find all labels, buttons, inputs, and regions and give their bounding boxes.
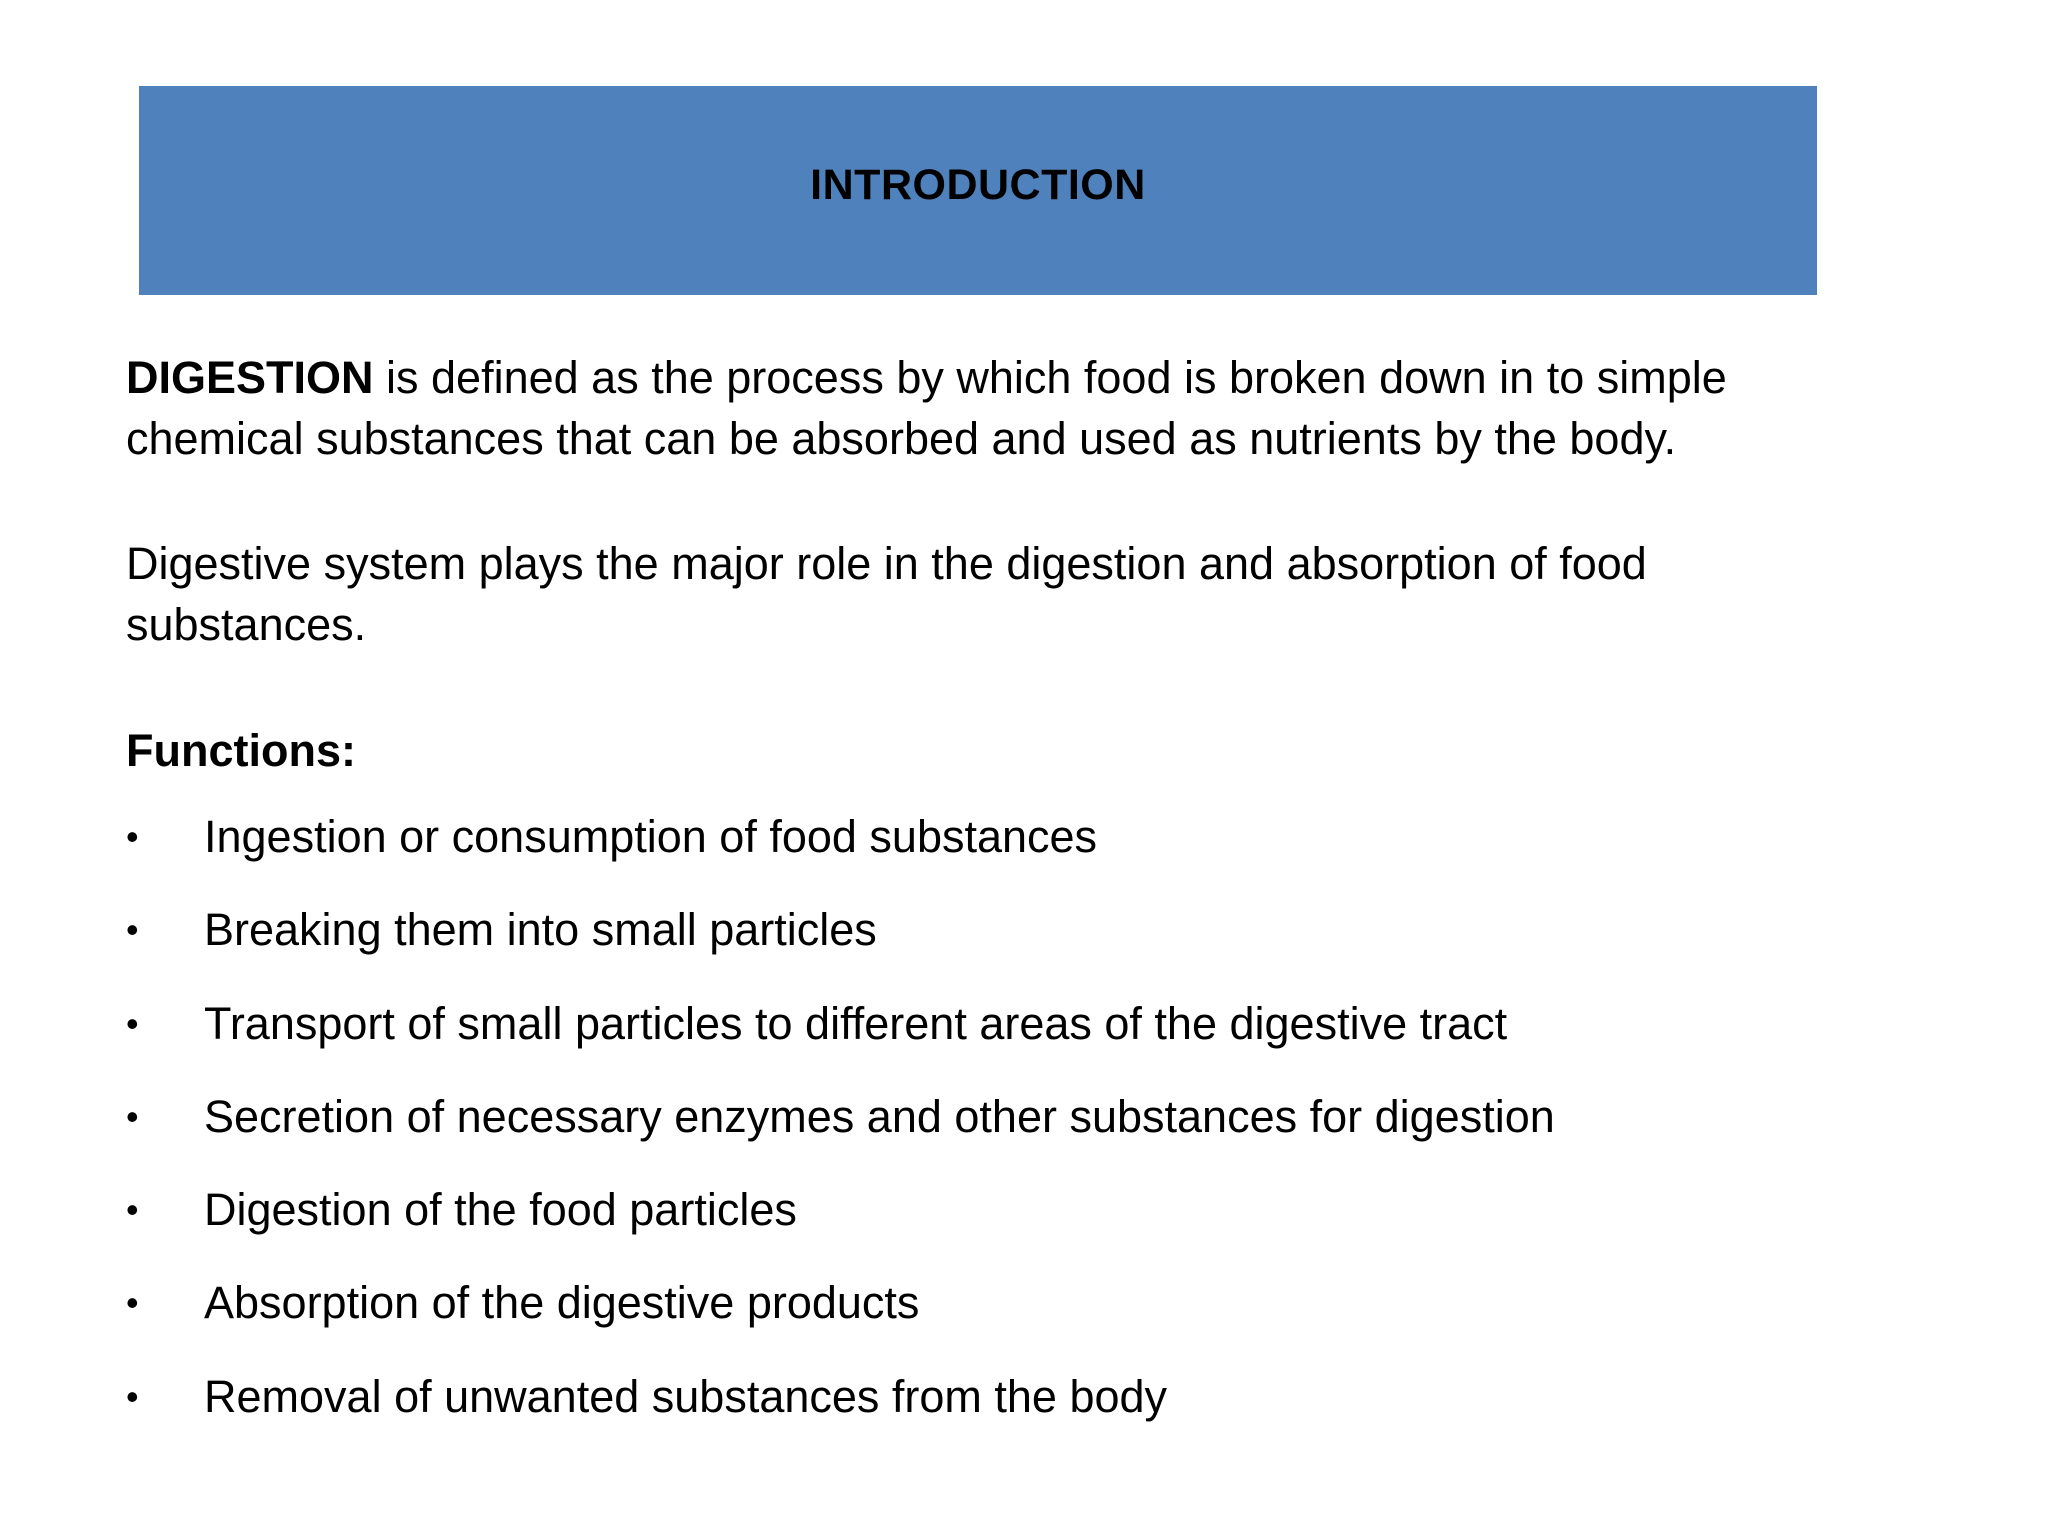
function-text: Removal of unwanted substances from the body bbox=[204, 1370, 1168, 1422]
bullet-icon: • bbox=[126, 909, 139, 951]
bullet-icon: • bbox=[126, 1282, 139, 1324]
definition-text-1: is defined as the process by which food is broken down in to simple bbox=[373, 352, 1727, 403]
definition-paragraph bbox=[126, 347, 1906, 469]
function-text: Breaking them into small particles bbox=[204, 904, 877, 956]
digestive-system-paragraph bbox=[126, 533, 1906, 655]
functions-heading: Functions: bbox=[126, 725, 356, 776]
definition-line-1 bbox=[126, 347, 1906, 408]
definition-line-2: chemical substances that can be absorbed and used as nutrients by the body. bbox=[126, 413, 1677, 464]
title-banner bbox=[139, 86, 1817, 295]
function-text: Absorption of the digestive products bbox=[204, 1277, 920, 1329]
paragraph-2-line-1: Digestive system plays the major role in the digestion and absorption of food bbox=[126, 538, 1647, 589]
slide-title: INTRODUCTION bbox=[810, 161, 1146, 209]
bullet-icon: • bbox=[126, 816, 139, 857]
paragraph-2-line-2: substances. bbox=[126, 599, 367, 650]
bullet-icon: • bbox=[126, 1002, 139, 1044]
function-text: Transport of small particles to different areas of the digestive tract bbox=[204, 997, 1508, 1049]
function-text: Digestion of the food particles bbox=[204, 1184, 797, 1236]
definition-term: DIGESTION bbox=[126, 352, 374, 403]
bullet-icon: • bbox=[126, 1189, 139, 1231]
bullet-icon: • bbox=[126, 1095, 139, 1137]
function-text: Ingestion or consumption of food substances bbox=[204, 811, 1098, 862]
bullet-icon: • bbox=[126, 1375, 139, 1417]
function-text: Secretion of necessary enzymes and other substances for digestion bbox=[204, 1090, 1555, 1142]
